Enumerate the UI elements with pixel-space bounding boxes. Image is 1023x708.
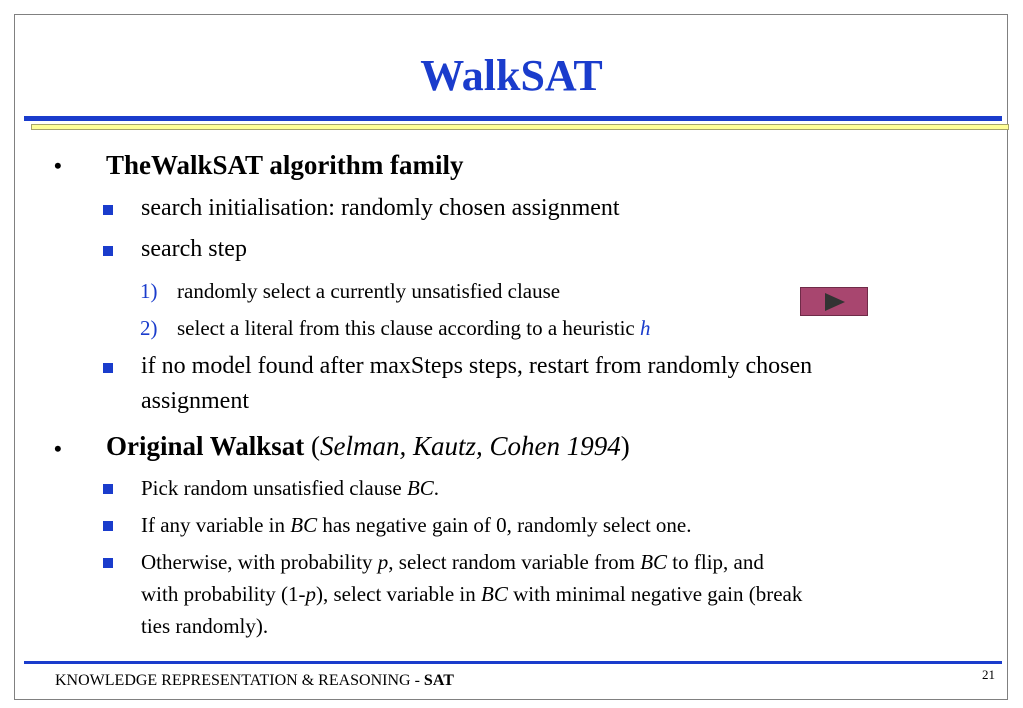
- slide-title: WalkSAT: [420, 51, 603, 100]
- step-number: 1): [140, 279, 158, 303]
- page-number: 21: [982, 667, 995, 682]
- text-italic: BC: [640, 550, 668, 574]
- text: .: [433, 476, 440, 500]
- step-number: 2): [140, 316, 158, 340]
- list-item-continuation: [141, 582, 802, 607]
- text: Otherwise, with probability: [141, 550, 378, 574]
- text: with minimal negative gain (break: [507, 582, 803, 606]
- bullet-dot: •: [54, 153, 62, 178]
- text: If any variable in: [141, 513, 291, 537]
- footer-rule: [24, 661, 1002, 664]
- square-bullet: [103, 558, 113, 568]
- footer-topic: SAT: [423, 672, 454, 689]
- next-slide-button[interactable]: [800, 287, 868, 316]
- title-rule-blue: [24, 116, 1002, 121]
- heuristic-symbol: h: [639, 316, 651, 340]
- step-text-main: select a literal from this clause according to a heuristic: [177, 316, 640, 340]
- text: with probability (1-: [141, 582, 306, 606]
- list-item: [141, 513, 692, 538]
- list-item: [141, 476, 439, 501]
- square-bullet: [103, 246, 113, 256]
- text-italic: BC: [406, 476, 434, 500]
- square-bullet: [103, 205, 113, 215]
- text: ), select variable in: [315, 582, 481, 606]
- step-text: randomly select a currently unsatisfied clause: [177, 279, 561, 303]
- title-rule-yellow: [31, 124, 1009, 130]
- text: Pick random unsatisfied clause: [141, 476, 407, 500]
- list-item-continuation: assignment: [141, 388, 249, 414]
- paren-open: (: [304, 431, 321, 461]
- square-bullet: [103, 521, 113, 531]
- square-bullet: [103, 484, 113, 494]
- citation: Selman, Kautz, Cohen 1994: [320, 431, 621, 461]
- text-italic: p: [377, 550, 389, 574]
- text: has negative gain of 0, randomly select one.: [317, 513, 692, 537]
- text: to flip, and: [667, 550, 764, 574]
- list-item-continuation: ties randomly).: [141, 614, 269, 638]
- text-italic: p: [305, 582, 316, 606]
- text: , select random variable from: [388, 550, 641, 574]
- list-item: search initialisation: randomly chosen assignment: [141, 195, 620, 221]
- section-heading: TheWalkSAT algorithm family: [106, 150, 464, 180]
- paren-close: ): [620, 431, 630, 461]
- square-bullet: [103, 363, 113, 373]
- list-item: search step: [141, 236, 247, 262]
- bullet-dot: •: [54, 436, 62, 461]
- text-italic: BC: [290, 513, 318, 537]
- list-item: [141, 550, 764, 575]
- heading-bold: Original Walksat: [106, 431, 305, 461]
- text-italic: BC: [481, 582, 508, 606]
- footer-text: [55, 672, 454, 690]
- play-triangle-icon: [825, 293, 845, 311]
- step-text: [177, 316, 650, 341]
- list-item: if no model found after maxSteps steps, restart from randomly chosen: [141, 353, 813, 379]
- section-heading: [106, 431, 630, 462]
- footer-course: KNOWLEDGE REPRESENTATION & REASONING -: [55, 672, 424, 689]
